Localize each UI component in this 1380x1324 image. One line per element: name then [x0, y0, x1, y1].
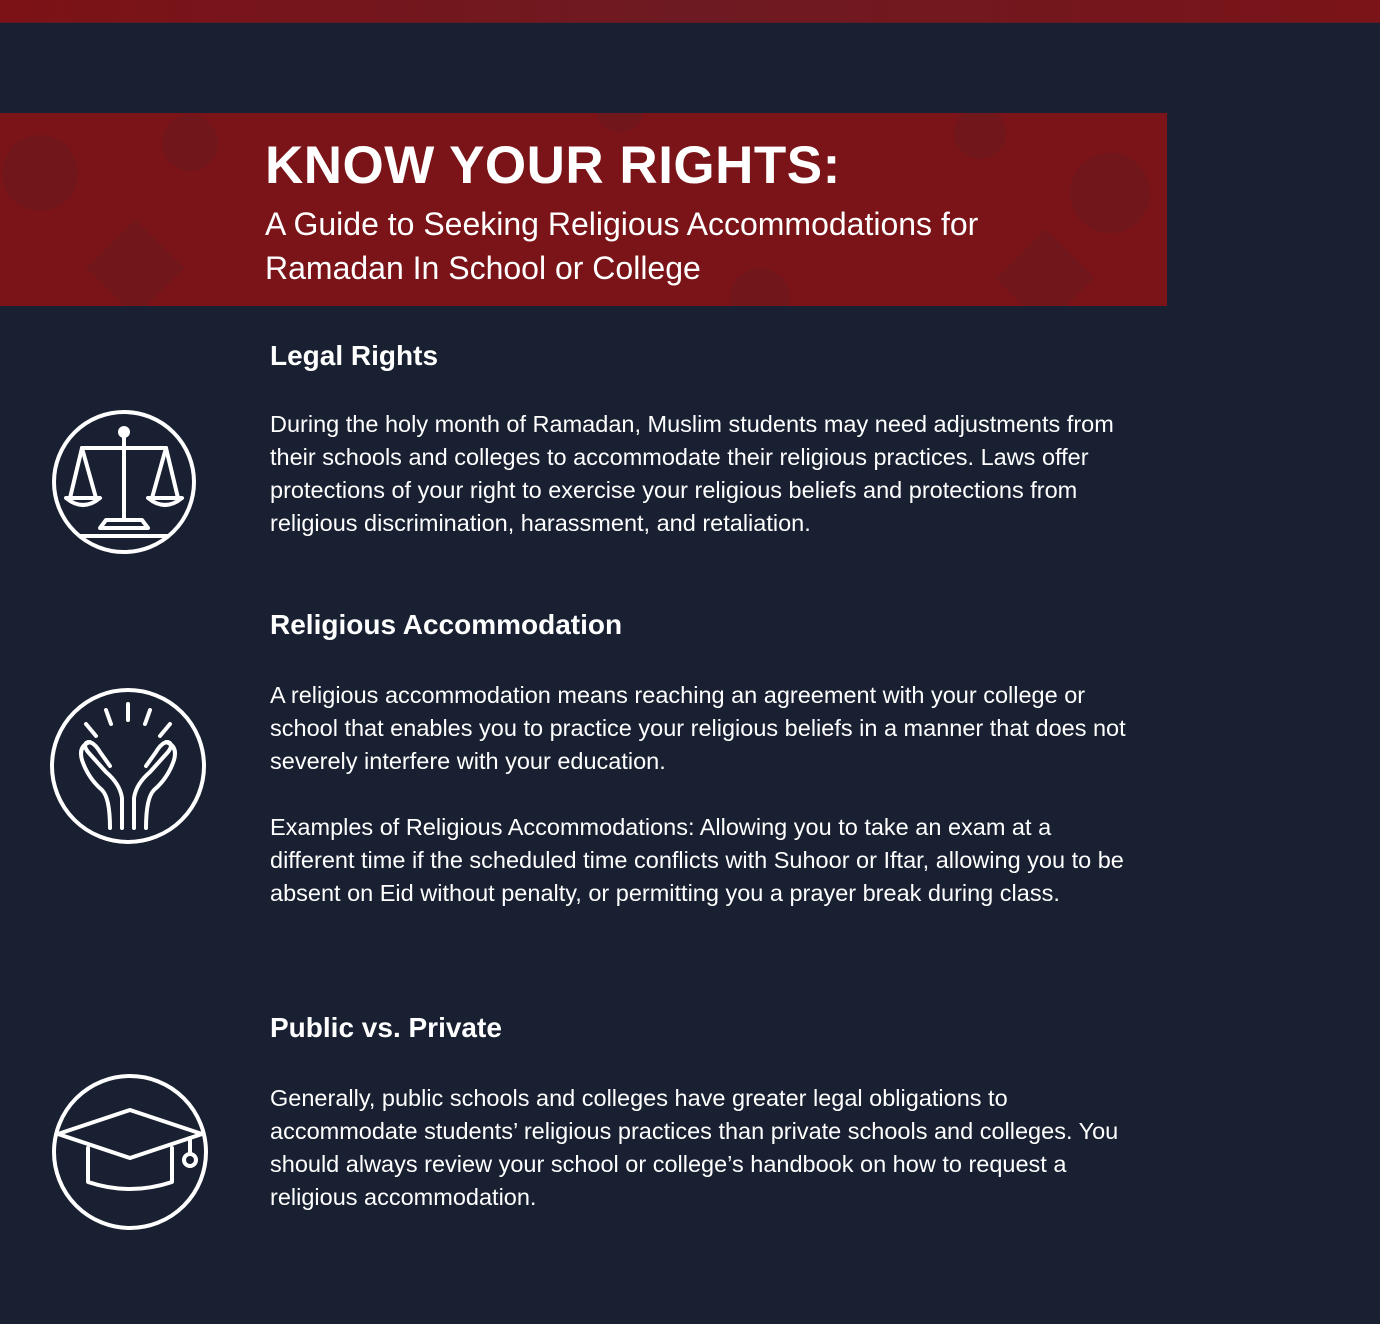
section-legal-rights: [270, 342, 1130, 540]
page-subtitle: [265, 202, 1145, 290]
section-heading: Religious Accommodation: [270, 609, 623, 640]
praying-hands-icon: [48, 686, 208, 846]
section-paragraph: Examples of Religious Accommodations: Allowing you to take an exam at a different time if the scheduled time conflicts with Suhoor or Iftar, allowing you to be absent on Eid without penalty, or permitting you a prayer break during class.: [270, 814, 1124, 906]
header-banner: [0, 113, 1167, 306]
subtitle-line-2: Ramadan In School or College: [265, 250, 701, 286]
section-public-vs-private: [270, 1014, 1130, 1214]
section-paragraph: Generally, public schools and colleges have greater legal obligations to accommodate students’ religious practices than private schools and colleges. You should always review your school or college’s handbook on how to request a religious accommodation.: [270, 1085, 1119, 1210]
page-title: KNOW YOUR RIGHTS:: [265, 136, 841, 195]
section-paragraph: A religious accommodation means reaching an agreement with your college or school that enables you to practice your religious beliefs in a manner that does not severely interfere with your education.: [270, 682, 1126, 774]
section-paragraph: During the holy month of Ramadan, Muslim students may need adjustments from their schools and colleges to accommodate their religious practices. Laws offer protections of your right to exercise your religious beliefs and protections from religious discrimination, harassment, and retaliation.: [270, 411, 1114, 536]
subtitle-line-1: A Guide to Seeking Religious Accommodations for: [265, 206, 979, 242]
section-heading: Public vs. Private: [270, 1012, 502, 1043]
section-religious-accommodation: [270, 611, 1130, 910]
graduation-cap-icon: [50, 1072, 210, 1232]
scales-of-justice-icon: [50, 408, 198, 556]
top-decorative-strip: [0, 0, 1380, 23]
section-heading: Legal Rights: [270, 340, 439, 371]
